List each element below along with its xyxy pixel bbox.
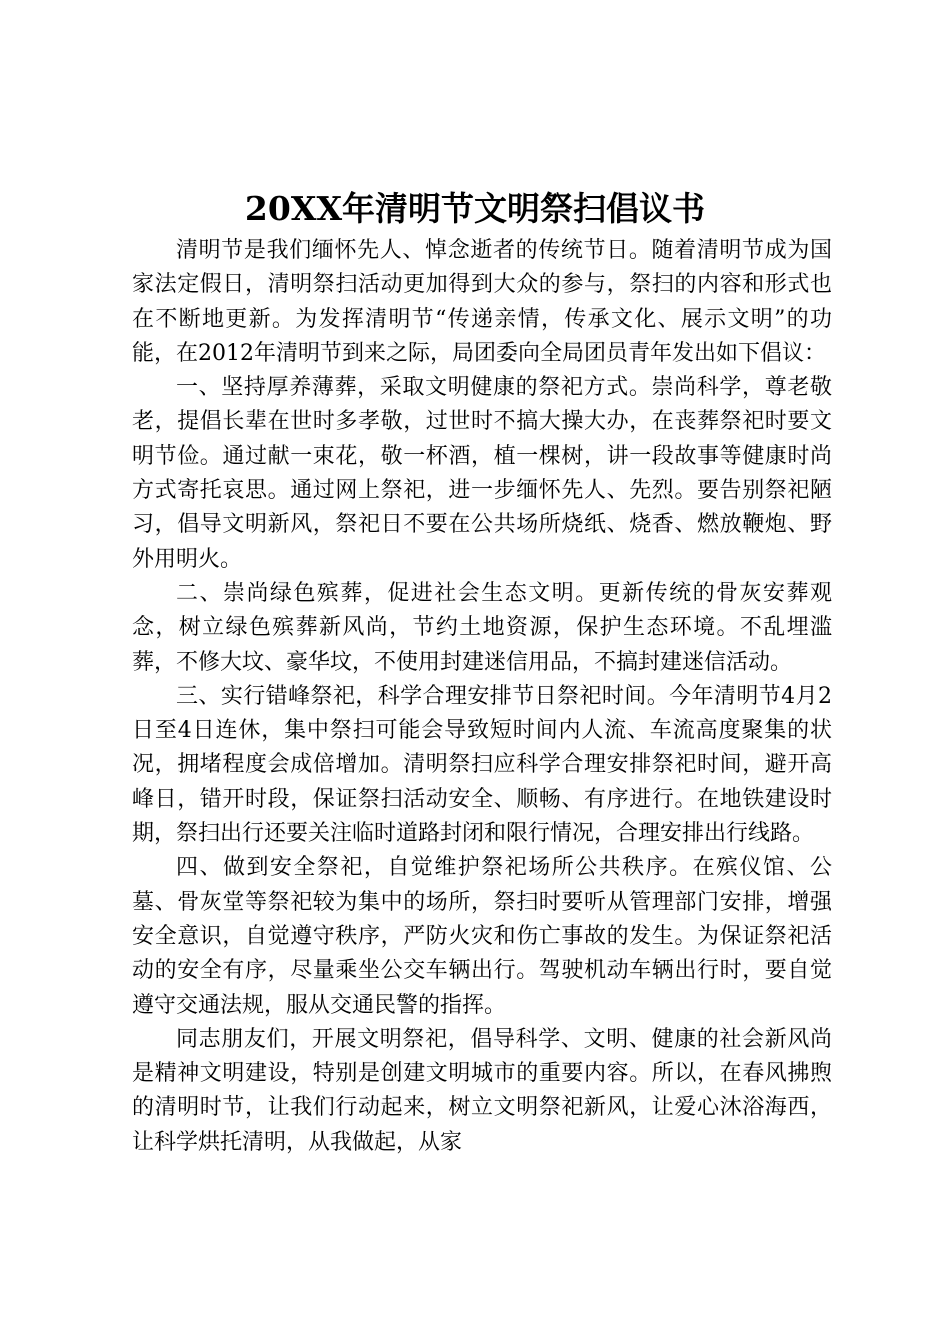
paragraph-point-4: 四、做到安全祭祀，自觉维护祭祀场所公共秩序。在殡仪馆、公墓、骨灰堂等祭祀较为集中的场所，祭扫时要听从管理部门安排，增强安全意识，自觉遵守秩序，严防火灾和伤亡事故的发生。为保证祭祀活动的安全有序，尽量乘坐公交车辆出行。驾驶机动车辆出行时，要自觉遵守交通法规，服从交通民警的指挥。 bbox=[132, 855, 832, 1018]
paragraph-point-3: 三、实行错峰祭祀，科学合理安排节日祭祀时间。今年清明节4月2日至4日连休，集中祭扫可能会导致短时间内人流、车流高度聚集的状况，拥堵程度会成倍增加。清明祭扫应科学合理安排祭祀时间，避开高峰日，错开时段，保证祭扫活动安全、顺畅、有序进行。在地铁建设时期，祭扫出行还要关注临时道路封闭和限行情况，合理安排出行线路。 bbox=[132, 683, 832, 847]
paragraph-intro: 清明节是我们缅怀先人、悼念逝者的传统节日。随着清明节成为国家法定假日，清明祭扫活动更加得到大众的参与，祭扫的内容和形式也在不断地更新。为发挥清明节“传递亲情，传承文化、展示文明”的功能，在2012年清明节到来之际，局团委向全局团员青年发出如下倡议： bbox=[132, 238, 832, 366]
document-title: 20XX年清明节文明祭扫倡议书 bbox=[244, 189, 706, 228]
paragraph-point-1: 一、坚持厚养薄葬，采取文明健康的祭祀方式。崇尚科学，尊老敬老，提倡长辈在世时多孝敬，过世时不搞大操大办，在丧葬祭祀时要文明节俭。通过献一束花，敬一杯酒，植一棵树，讲一段故事等健康时尚方式寄托哀思。通过网上祭祀，进一步缅怀先人、先烈。要告别祭祀陋习，倡导文明新风，祭祀日不要在公共场所烧纸、烧香、燃放鞭炮、野外用明火。 bbox=[132, 375, 832, 572]
paragraph-closing: 同志朋友们，开展文明祭祀，倡导科学、文明、健康的社会新风尚是精神文明建设，特别是创建文明城市的重要内容。所以，在春风拂煦的清明时节，让我们行动起来，树立文明祭祀新风，让爱心沐浴海西，让科学烘托清明，从我做起，从家 bbox=[132, 1026, 832, 1155]
document-body bbox=[132, 234, 832, 1160]
paragraph-point-2: 二、崇尚绿色殡葬，促进社会生态文明。更新传统的骨灰安葬观念，树立绿色殡葬新风尚，节约土地资源，保护生态环境。不乱埋滥葬，不修大坟、豪华坟，不使用封建迷信用品，不搞封建迷信活动。 bbox=[132, 580, 832, 675]
